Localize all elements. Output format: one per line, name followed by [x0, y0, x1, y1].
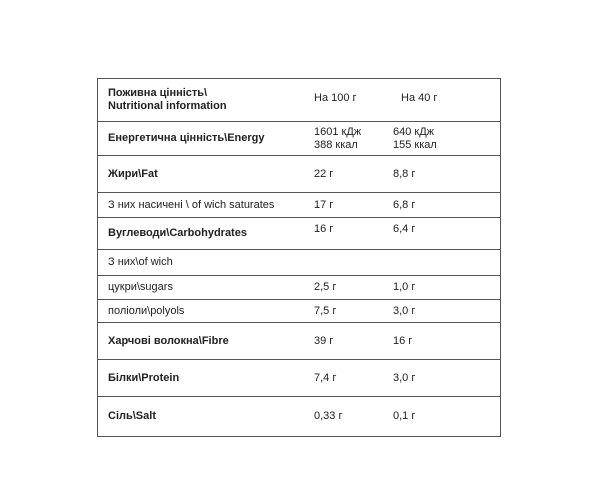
row-name-label: Харчові волокна\Fibre [108, 334, 229, 347]
value-40: 3,0 г [393, 304, 416, 317]
row-value-100 [303, 300, 393, 322]
table-row-fibre [98, 323, 500, 360]
table-row-saturates [98, 193, 500, 218]
table-row-salt [98, 397, 500, 436]
row-name-label: З них\of wich [108, 256, 173, 268]
value-100: 17 г [314, 198, 334, 211]
row-value-100 [303, 218, 393, 249]
row-name [98, 276, 303, 299]
nutrition-table [97, 78, 501, 437]
value-40: 3,0 г [393, 371, 416, 384]
row-name [98, 250, 303, 275]
value-40: 6,8 г [393, 198, 416, 211]
row-value-40 [393, 250, 500, 275]
row-name [98, 300, 303, 322]
table-row-polyols [98, 300, 500, 323]
value-40-line1: 640 кДж [393, 125, 435, 138]
row-value-100 [303, 122, 393, 155]
row-value-100 [303, 323, 393, 359]
row-name [98, 193, 303, 217]
value-40: 8,8 г [393, 167, 416, 180]
row-value-40 [393, 156, 500, 192]
row-value-100 [303, 397, 393, 436]
table-row-of-which [98, 250, 500, 276]
value-100-line1: 1601 кДж [314, 125, 362, 138]
row-value-40 [393, 122, 500, 155]
value-40: 6,4 г [393, 223, 416, 235]
row-name [98, 156, 303, 192]
row-name [98, 397, 303, 436]
row-value-40 [393, 360, 500, 396]
value-100: 0,33 г [314, 410, 343, 422]
row-name-label: поліоли\polyols [108, 304, 185, 317]
header-col-100-label: На 100 г [314, 91, 357, 104]
row-name-label: цукри\sugars [108, 281, 173, 293]
header-nutritional-info [98, 79, 303, 121]
row-name-label: З них насичені \ of wich saturates [108, 198, 275, 211]
table-row-carbohydrates [98, 218, 500, 250]
value-100: 7,5 г [314, 304, 337, 317]
row-value-100 [303, 360, 393, 396]
row-name-label: Енергетична цінність\Energy [108, 132, 265, 144]
table-row-protein [98, 360, 500, 397]
value-100: 39 г [314, 334, 334, 347]
value-100: 2,5 г [314, 281, 337, 293]
row-name-label: Вуглеводи\Carbohydrates [108, 227, 247, 239]
value-40: 0,1 г [393, 410, 416, 422]
row-name [98, 323, 303, 359]
value-40: 1,0 г [393, 281, 416, 293]
row-value-40 [393, 218, 500, 249]
row-value-100 [303, 250, 393, 275]
value-100: 7,4 г [314, 371, 337, 384]
header-per-100g [303, 79, 393, 121]
row-value-100 [303, 193, 393, 217]
row-name [98, 360, 303, 396]
header-col-40-label: На 40 г [401, 91, 438, 104]
row-name [98, 122, 303, 155]
row-name-label: Жири\Fat [108, 167, 158, 180]
value-100: 16 г [314, 223, 334, 235]
value-100: 22 г [314, 167, 334, 180]
row-name [98, 218, 303, 249]
table-row-fat [98, 156, 500, 193]
table-row-sugars [98, 276, 500, 300]
row-value-40 [393, 300, 500, 322]
header-name-line1: Поживна цінність\ [108, 87, 208, 99]
value-40-line2: 155 ккал [393, 138, 437, 151]
header-name-line2: Nutritional information [108, 100, 227, 112]
row-name-label: Білки\Protein [108, 371, 180, 384]
value-100-line2: 388 ккал [314, 138, 358, 151]
row-value-40 [393, 276, 500, 299]
value-40: 16 г [393, 334, 413, 347]
table-header-row [98, 79, 500, 122]
row-value-100 [303, 156, 393, 192]
header-per-40g [393, 79, 500, 121]
row-value-40 [393, 323, 500, 359]
row-value-100 [303, 276, 393, 299]
table-row-energy [98, 122, 500, 156]
row-value-40 [393, 193, 500, 217]
row-value-40 [393, 397, 500, 436]
row-name-label: Сіль\Salt [108, 410, 156, 422]
